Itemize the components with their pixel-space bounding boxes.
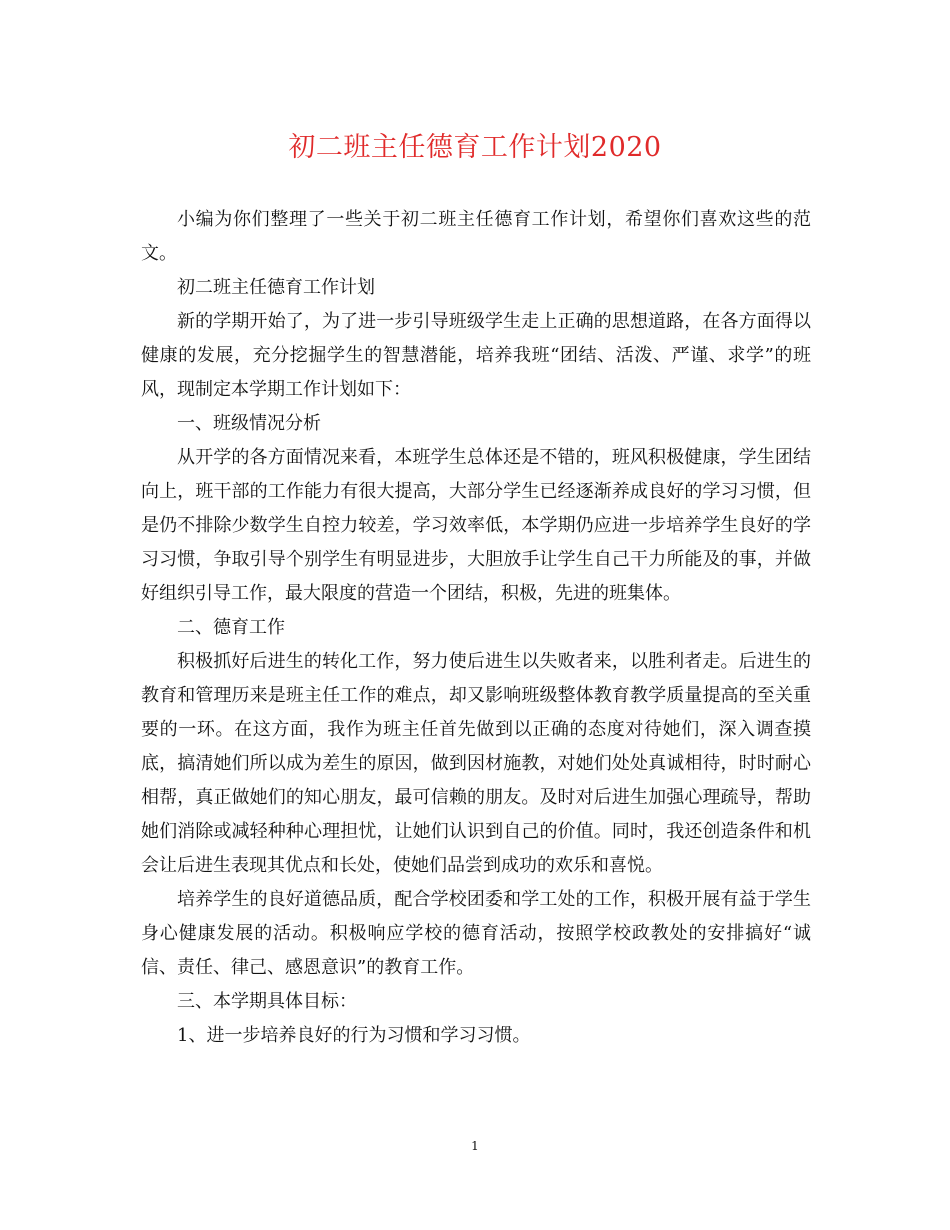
document-title: 初二班主任德育工作计划2020	[288, 132, 662, 163]
opening-paragraph: 新的学期开始了，为了进一步引导班级学生走上正确的思想道路，在各方面得以健康的发展，充分挖掘学生的智慧潜能，培养我班“团结、活泼、严谨、求学”的班风，现制定本学期工作计划如下：	[141, 311, 811, 400]
goal-item-1: 1、进一步培养良好的行为习惯和学习习惯。	[177, 1025, 531, 1046]
section-heading-2: 二、德育工作	[177, 617, 285, 638]
plan-subtitle: 初二班主任德育工作计划	[177, 277, 375, 298]
moral-education-paragraph-1: 积极抓好后进生的转化工作，努力使后进生以失败者来，以胜利者走。后进生的教育和管理历来是班主任工作的难点，却又影响班级整体教育教学质量提高的至关重要的一环。在这方面，我作为班主任首先做到以正确的态度对待她们，深入调查摸底，搞清她们所以成为差生的原因，做到因材施教，对她们处处真诚相待，时时耐心相帮，真正做她们的知心朋友，最可信赖的朋友。及时对后进生加强心理疏导，帮助她们消除或减轻种种心理担忧，让她们认识到自己的价值。同时，我还创造条件和机会让后进生表现其优点和长处，使她们品尝到成功的欢乐和喜悦。	[141, 651, 811, 876]
intro-paragraph: 小编为你们整理了一些关于初二班主任德育工作计划，希望你们喜欢这些的范文。	[141, 209, 811, 264]
moral-education-paragraph-2: 培养学生的良好道德品质，配合学校团委和学工处的工作，积极开展有益于学生身心健康发展的活动。积极响应学校的德育活动，按照学校政教处的安排搞好“诚信、责任、律己、感恩意识”的教育工作。	[141, 889, 811, 978]
section-heading-1: 一、班级情况分析	[177, 413, 321, 434]
document-body	[141, 203, 811, 1053]
class-analysis-paragraph: 从开学的各方面情况来看，本班学生总体还是不错的，班风积极健康，学生团结向上，班干部的工作能力有很大提高，大部分学生已经逐渐养成良好的学习习惯，但是仍不排除少数学生自控力较差，学习效率低，本学期仍应进一步培养学生良好的学习习惯，争取引导个别学生有明显进步，大胆放手让学生自己干力所能及的事，并做好组织引导工作，最大限度的营造一个团结，积极，先进的班集体。	[141, 447, 811, 604]
section-heading-3: 三、本学期具体目标：	[177, 991, 357, 1012]
page-number: 1	[471, 1139, 479, 1153]
